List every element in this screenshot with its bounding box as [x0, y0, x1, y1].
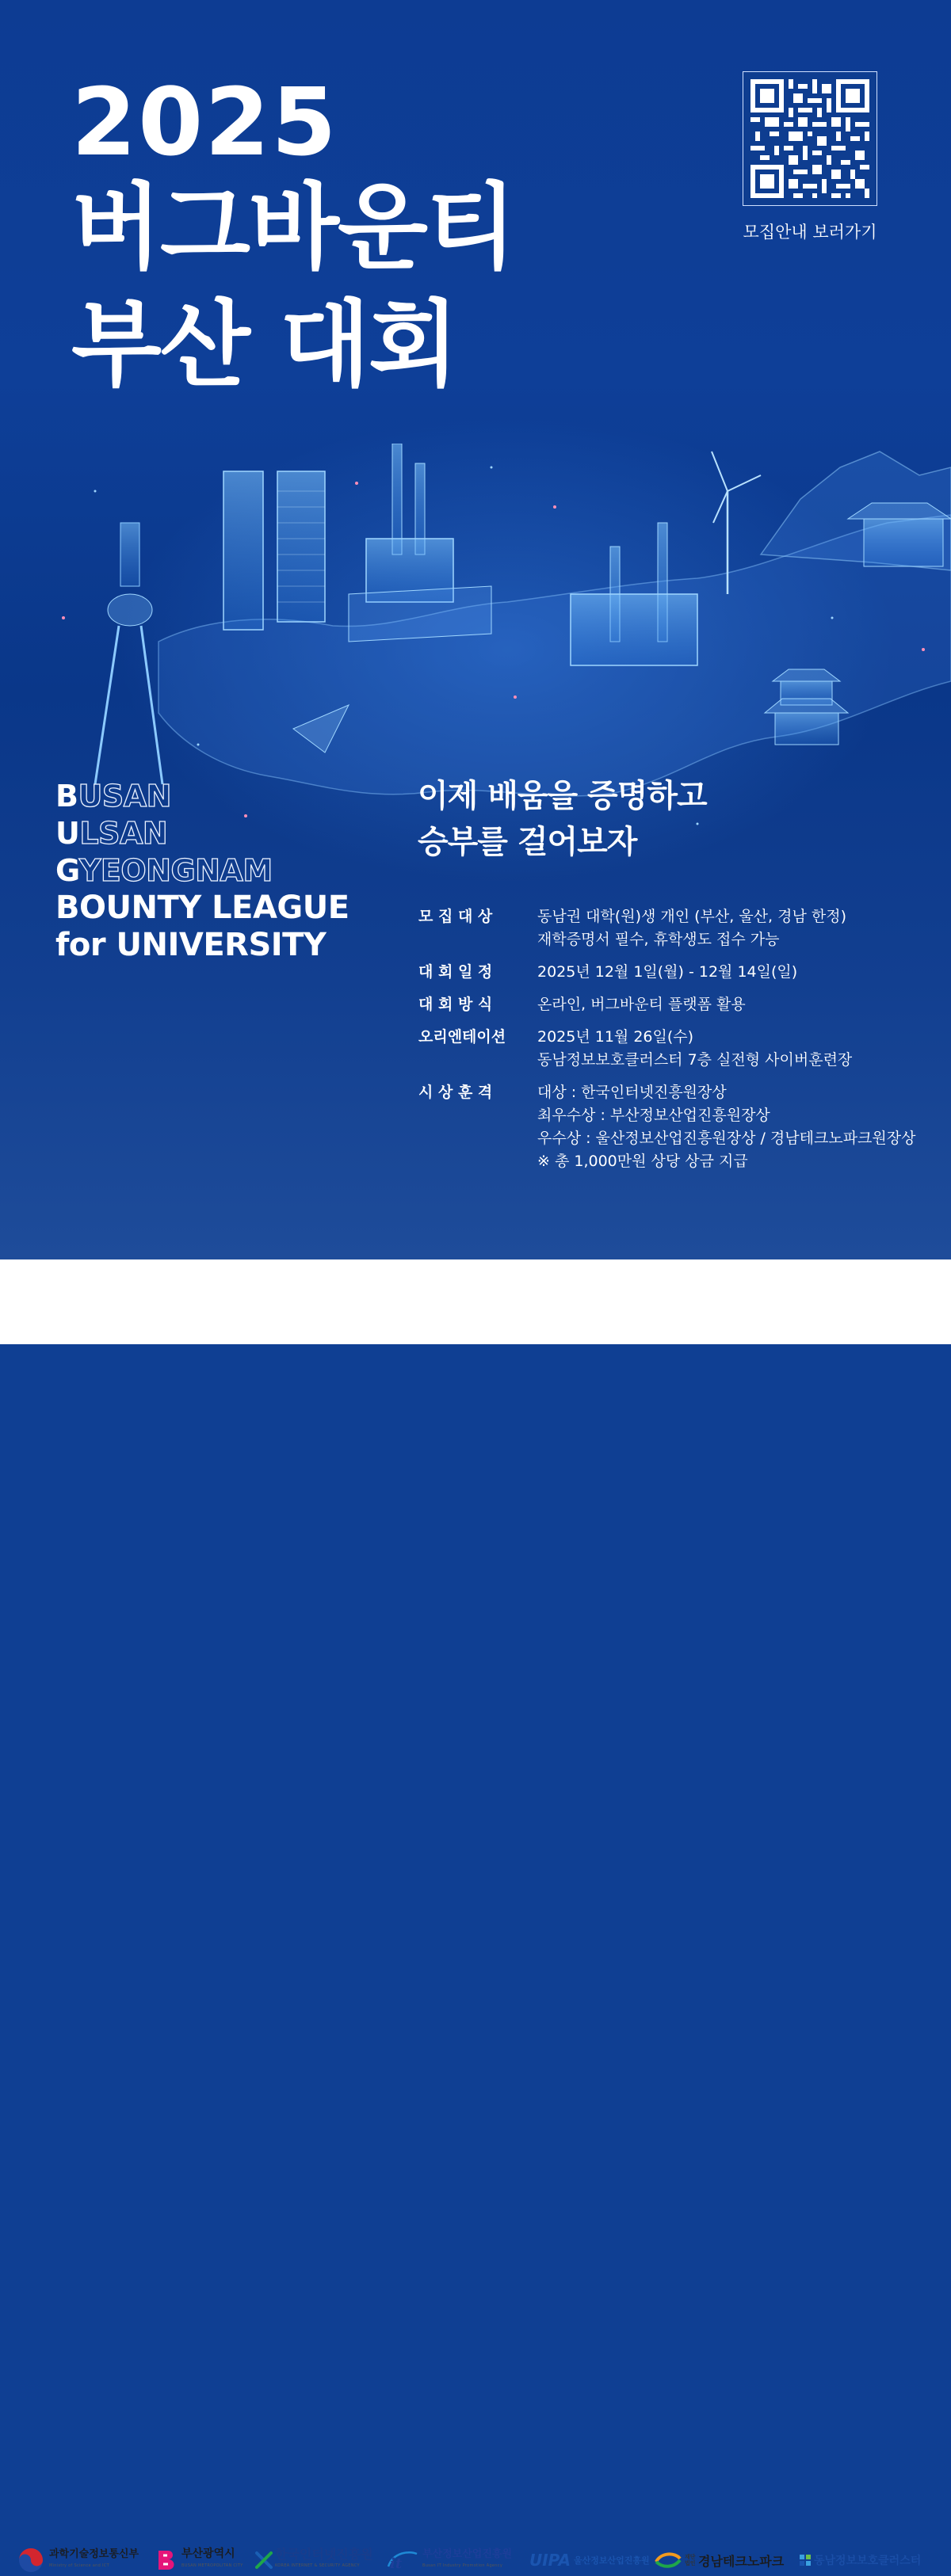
info-label: 시 상 훈 격 [418, 1084, 493, 1101]
league-title: BOUNTY LEAGUE [55, 890, 349, 926]
svg-text:it: it [390, 2555, 403, 2571]
poster-background [0, 0, 951, 1259]
logo-kisa [255, 2544, 373, 2576]
league-row-gyeongnam: GYEONGNAM [55, 853, 273, 888]
slogan-line-2: 승부를 걸어보자 [418, 824, 637, 860]
info-value: 동남권 대학(원)생 개인 (부산, 울산, 경남 한정) [537, 908, 846, 925]
qr-label[interactable]: 모집안내 보러가기 [743, 223, 877, 242]
event-info [418, 905, 926, 1183]
uipa-mark: UIPA [529, 2551, 571, 2570]
info-value: 대상 : 한국인터넷진흥원장상 [537, 1084, 727, 1101]
bounty-league-logo [55, 778, 349, 964]
info-value: 우수상 : 울산정보산업진흥원장상 / 경남테크노파크원장상 [537, 1130, 916, 1147]
info-value: 2025년 11월 26일(수) [537, 1028, 694, 1046]
info-value: 동남정보보호클러스터 7층 실전형 사이버훈련장 [537, 1051, 853, 1069]
info-value: 온라인, 버그바운티 플랫폼 활용 [537, 996, 746, 1013]
logo-subtitle: BUSAN METROPOLITAN CITY [181, 2563, 243, 2568]
info-value: 최우수상 : 부산정보산업진흥원장상 [537, 1107, 770, 1124]
busan-b-icon [157, 2549, 178, 2571]
logo-gntp [655, 2544, 784, 2576]
title-event-name: 버그바운티 [71, 173, 515, 282]
logo-name: 부산광역시 [181, 2547, 235, 2560]
cluster-icon [799, 2554, 812, 2566]
info-row-awards [418, 1081, 926, 1173]
logo-name: 과학기술정보통신부 [49, 2548, 139, 2560]
logo-name: 한국인터넷진흥원 [275, 2547, 373, 2562]
title-event-location: 부산 대회 [71, 290, 458, 399]
logo-subtitle: KOREA INTERNET & SECURITY AGENCY [275, 2563, 360, 2568]
logo-uipa [529, 2544, 650, 2576]
logo-busan [157, 2544, 243, 2576]
taegeuk-icon [17, 2547, 44, 2574]
logo-name: 울산정보산업진흥원 [573, 2555, 650, 2566]
sponsor-footer [0, 1259, 951, 2571]
league-row-ulsan: ULSAN [55, 816, 168, 851]
info-row-orientation [418, 1026, 926, 1072]
info-row-eligibility [418, 905, 926, 951]
title-year: 2025 [71, 67, 338, 177]
logo-name: 경남테크노파크 [698, 2553, 785, 2569]
logo-name: 부산정보산업진흥원 [422, 2548, 513, 2560]
gntp-swirl-icon [655, 2551, 682, 2570]
slogan [418, 773, 707, 865]
info-row-format [418, 993, 926, 1016]
logo-subtitle: Busan IT Industry Promotion Agency [422, 2563, 503, 2568]
info-row-schedule [418, 961, 926, 984]
info-label: 모 집 대 상 [418, 908, 493, 925]
info-value: 2025년 12월 1일(월) - 12월 14일(일) [537, 963, 798, 981]
logo-subtitle: Ministry of Science and ICT [49, 2563, 109, 2568]
league-subtitle: for UNIVERSITY [55, 927, 327, 963]
logo-name: 동남정보보호클러스터 [814, 2555, 922, 2567]
logo-dongnam-cluster [799, 2544, 921, 2576]
info-label: 오리엔테이션 [418, 1028, 506, 1046]
league-row-busan: BUSAN [55, 779, 171, 814]
info-value: ※ 총 1,000만원 상당 상금 지급 [537, 1153, 748, 1170]
info-value: 재학증명서 필수, 휴학생도 접수 가능 [537, 931, 780, 948]
info-label: 대 회 일 정 [418, 963, 493, 981]
slogan-line-1: 이제 배움을 증명하고 [418, 778, 707, 814]
logo-prefix: 재단법인 [685, 2554, 696, 2566]
qr-code-icon [750, 79, 869, 198]
info-label: 대 회 방 식 [418, 996, 493, 1013]
kisa-icon [255, 2550, 273, 2570]
logo-bipa [385, 2544, 512, 2576]
qr-code[interactable] [743, 71, 877, 206]
logo-msit [17, 2544, 139, 2576]
bipa-it-icon [385, 2549, 420, 2571]
